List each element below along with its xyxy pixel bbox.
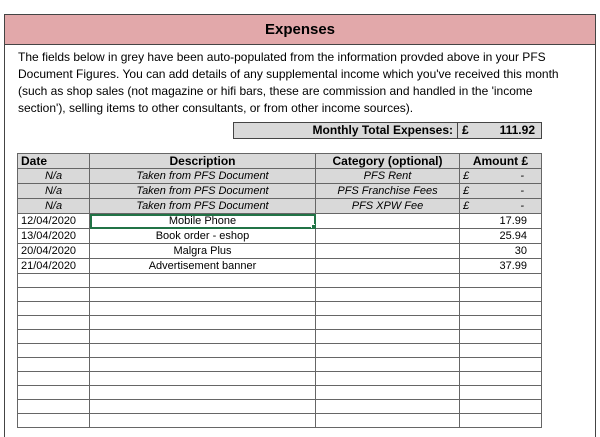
cell-description[interactable]: Taken from PFS Document — [90, 184, 316, 199]
table-row-empty — [18, 414, 542, 428]
cell-date[interactable]: 21/04/2020 — [18, 259, 90, 274]
sheet-border-right — [595, 14, 596, 437]
cell-amount[interactable] — [460, 302, 542, 316]
amount-currency: £ — [463, 200, 470, 212]
table-row-empty — [18, 372, 542, 386]
table-row-auto — [18, 184, 542, 199]
table-row-empty — [18, 274, 542, 288]
cell-amount[interactable] — [460, 288, 542, 302]
monthly-total-currency: £ — [462, 123, 469, 137]
cell-description[interactable] — [90, 386, 316, 400]
table-header-row — [18, 154, 542, 169]
cell-date[interactable] — [18, 414, 90, 428]
column-header-date[interactable]: Date — [18, 154, 90, 169]
cell-description[interactable]: Book order - eshop — [90, 229, 316, 244]
table-row-empty — [18, 330, 542, 344]
cell-description[interactable]: Taken from PFS Document — [90, 169, 316, 184]
section-title: Expenses — [4, 14, 596, 45]
cell-category[interactable] — [316, 229, 460, 244]
cell-amount[interactable] — [460, 386, 542, 400]
amount-wrap — [463, 169, 538, 183]
cell-amount[interactable] — [460, 372, 542, 386]
cell-date[interactable]: 12/04/2020 — [18, 214, 90, 229]
cell-amount[interactable]: 30 — [460, 244, 542, 259]
table-row-empty — [18, 316, 542, 330]
cell-description[interactable] — [90, 316, 316, 330]
amount-value: - — [520, 200, 524, 212]
cell-date[interactable] — [18, 274, 90, 288]
cell-category[interactable] — [316, 372, 460, 386]
cell-amount[interactable]: 37.99 — [460, 259, 542, 274]
cell-date[interactable] — [18, 400, 90, 414]
instructions-text: The fields below in grey have been auto-populated from the information provded above in your PFS Document Figures. You can add details of any supplemental income which you've received this month (such as shop sales (not magazine or hifi bars, these are commission and handled in the 'income section'), selling items to other consultants, or from other income sources). — [18, 50, 559, 115]
cell-date[interactable]: 13/04/2020 — [18, 229, 90, 244]
cell-date[interactable] — [18, 316, 90, 330]
cell-amount[interactable] — [460, 358, 542, 372]
table-row-empty — [18, 358, 542, 372]
cell-date[interactable] — [18, 372, 90, 386]
cell-category[interactable]: PFS Franchise Fees — [316, 184, 460, 199]
cell-amount[interactable] — [460, 274, 542, 288]
cell-category[interactable] — [316, 316, 460, 330]
cell-description[interactable] — [90, 372, 316, 386]
table-row-empty — [18, 386, 542, 400]
amount-wrap — [463, 199, 538, 213]
cell-category[interactable] — [316, 274, 460, 288]
cell-description[interactable] — [90, 344, 316, 358]
table-row-empty — [18, 302, 542, 316]
cell-description[interactable]: Advertisement banner — [90, 259, 316, 274]
fill-handle[interactable] — [311, 224, 316, 229]
cell-amount[interactable] — [460, 344, 542, 358]
table-row-empty — [18, 288, 542, 302]
cell-description[interactable] — [90, 274, 316, 288]
cell-date[interactable] — [18, 288, 90, 302]
cell-amount[interactable] — [460, 330, 542, 344]
cell-category[interactable]: PFS Rent — [316, 169, 460, 184]
cell-category[interactable] — [316, 302, 460, 316]
cell-category[interactable] — [316, 288, 460, 302]
expenses-table — [17, 153, 542, 428]
cell-category[interactable] — [316, 400, 460, 414]
cell-amount[interactable] — [460, 400, 542, 414]
cell-category[interactable] — [316, 214, 460, 229]
cell-date[interactable]: N/a — [18, 184, 90, 199]
monthly-total-value[interactable]: 111.92 — [499, 123, 535, 137]
cell-amount[interactable] — [460, 169, 542, 184]
monthly-total-label: Monthly Total Expenses: — [234, 123, 458, 138]
cell-category[interactable] — [316, 386, 460, 400]
table-row — [18, 214, 542, 229]
cell-date[interactable]: N/a — [18, 169, 90, 184]
cell-category[interactable] — [316, 244, 460, 259]
cell-description[interactable]: Taken from PFS Document — [90, 199, 316, 214]
table-row — [18, 244, 542, 259]
cell-date[interactable] — [18, 302, 90, 316]
cell-category[interactable] — [316, 344, 460, 358]
cell-description[interactable] — [90, 330, 316, 344]
cell-category[interactable]: PFS XPW Fee — [316, 199, 460, 214]
cell-category[interactable] — [316, 259, 460, 274]
cell-amount[interactable] — [460, 199, 542, 214]
cell-description[interactable] — [90, 414, 316, 428]
cell-date[interactable] — [18, 330, 90, 344]
cell-amount[interactable] — [460, 316, 542, 330]
cell-category[interactable] — [316, 358, 460, 372]
cell-description[interactable] — [90, 400, 316, 414]
cell-description[interactable] — [90, 288, 316, 302]
table-row — [18, 229, 542, 244]
cell-description[interactable] — [90, 302, 316, 316]
cell-description[interactable] — [90, 358, 316, 372]
sheet-border-left — [4, 14, 5, 437]
cell-category[interactable] — [316, 414, 460, 428]
table-row — [18, 259, 542, 274]
table-row-auto — [18, 169, 542, 184]
table-row-empty — [18, 400, 542, 414]
cell-date[interactable] — [18, 386, 90, 400]
cell-amount[interactable]: 17.99 — [460, 214, 542, 229]
cell-amount[interactable] — [460, 414, 542, 428]
amount-value: - — [520, 170, 524, 182]
amount-currency: £ — [463, 170, 470, 182]
amount-value: - — [520, 185, 524, 197]
cell-description[interactable]: Malgra Plus — [90, 244, 316, 259]
amount-currency: £ — [463, 185, 470, 197]
monthly-total-box — [233, 122, 542, 139]
selected-cell-description[interactable]: Mobile Phone — [90, 214, 316, 229]
amount-wrap — [463, 184, 538, 198]
cell-amount[interactable] — [460, 184, 542, 199]
cell-category[interactable] — [316, 330, 460, 344]
cell-date[interactable] — [18, 344, 90, 358]
column-header-category[interactable]: Category (optional) — [316, 154, 460, 169]
cell-date[interactable]: 20/04/2020 — [18, 244, 90, 259]
column-header-amount[interactable]: Amount £ — [460, 154, 542, 169]
cell-date[interactable]: N/a — [18, 199, 90, 214]
cell-date[interactable] — [18, 358, 90, 372]
cell-amount[interactable]: 25.94 — [460, 229, 542, 244]
table-row-empty — [18, 344, 542, 358]
column-header-description[interactable]: Description — [90, 154, 316, 169]
table-row-auto — [18, 199, 542, 214]
